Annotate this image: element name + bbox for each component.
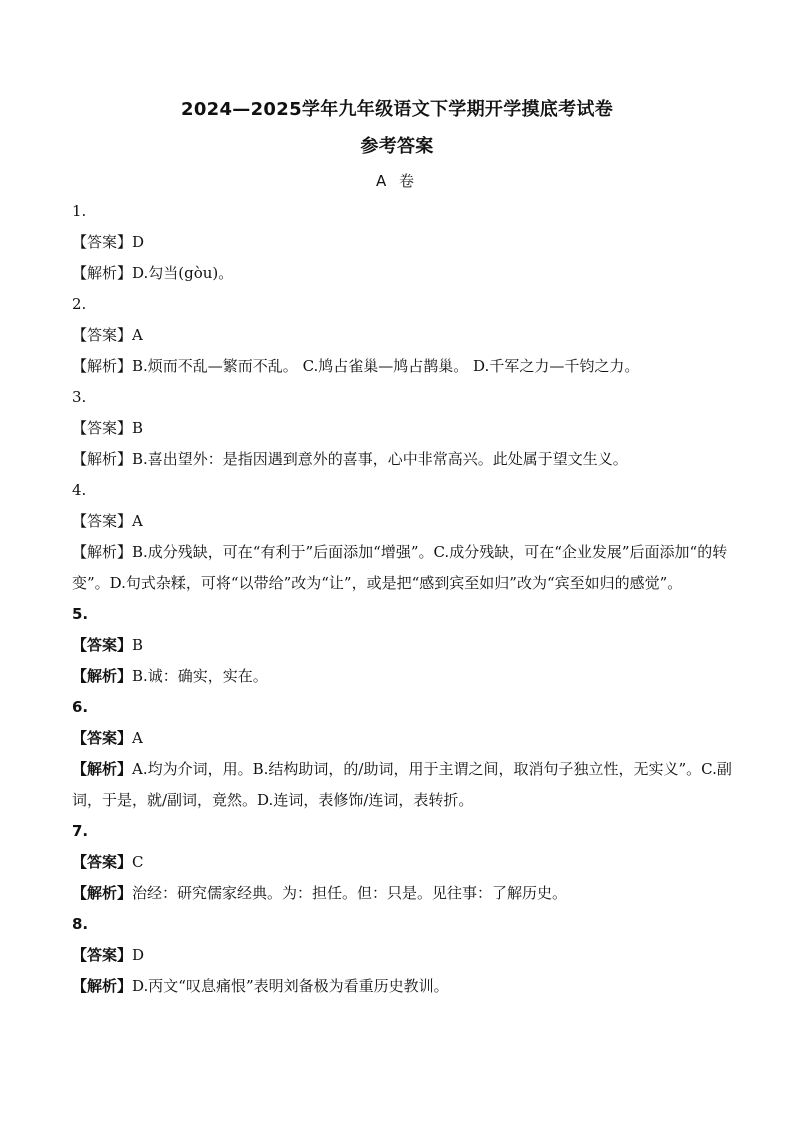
analysis-line [72,351,732,382]
answer-tag: 【答案】 [72,853,133,871]
answer-value: B [132,419,144,437]
question-number: 5. [72,605,89,623]
analysis-text: B.诚：确实，实在。 [132,667,268,685]
analysis-text: B.喜出望外：是指因遇到意外的喜事，心中非常高兴。此处属于望文生义。 [132,450,628,468]
analysis-tag: 【解析】 [72,977,133,995]
analysis-tag: 【解析】 [72,667,133,685]
analysis-line [72,754,732,816]
analysis-tag: 【解析】 [72,884,133,902]
answer-line [72,506,732,537]
question-block [72,692,732,816]
answer-value: B [132,636,144,654]
analysis-tag: 【解析】 [72,450,133,468]
volume-label: A 卷 [375,172,419,190]
question-block [72,289,732,382]
analysis-tag: 【解析】 [72,357,133,375]
answer-line [72,940,732,971]
analysis-line [72,971,732,1002]
answer-value: C [132,853,144,871]
question-number: 4. [72,481,87,499]
question-number: 6. [72,698,89,716]
question-block [72,475,732,599]
answer-line [72,847,732,878]
question-block [72,382,732,475]
answer-tag: 【答案】 [72,326,133,344]
analysis-line [72,444,732,475]
document-subtitle: 参考答案 [360,136,434,157]
document-title: 2024—2025学年九年级语文下学期开学摸底考试卷 [181,99,613,120]
answer-tag: 【答案】 [72,636,133,654]
question-number: 3. [72,388,87,406]
analysis-line [72,258,732,289]
question-block [72,909,732,1002]
analysis-text: D.丙文“叹息痛恨”表明刘备极为看重历史教训。 [132,977,449,995]
question-block [72,816,732,909]
answer-value: D [132,233,145,251]
question-block [72,196,732,289]
answer-line [72,630,732,661]
analysis-text: A.均为介词，用。B.结构助词，的/助词，用于主谓之间，取消句子独立性，无实义”。C.副词，于是，就/副词，竟然。D.连词，表修饰/连词，表转折。 [72,760,732,809]
answer-tag: 【答案】 [72,729,133,747]
answer-tag: 【答案】 [72,946,133,964]
analysis-line [72,537,732,599]
answer-value: A [132,326,143,344]
analysis-text: B.烦而不乱—繁而不乱。 C.鸠占雀巢—鸠占鹊巢。 D.千军之力—千钧之力。 [132,357,640,375]
analysis-line [72,661,732,692]
answer-tag: 【答案】 [72,233,133,251]
answer-tag: 【答案】 [72,419,133,437]
analysis-tag: 【解析】 [72,760,133,778]
answer-value: D [132,946,145,964]
answer-value: A [132,512,143,530]
question-number: 1. [72,202,87,220]
analysis-tag: 【解析】 [72,543,133,561]
question-number: 2. [72,295,87,313]
answer-list [72,196,732,1002]
question-number: 7. [72,822,89,840]
answer-tag: 【答案】 [72,512,133,530]
analysis-text: B.成分残缺，可在“有利于”后面添加“增强”。C.成分残缺，可在“企业发展”后面添加“的转变”。D.句式杂糅，可将“以带给”改为“让”，或是把“感到宾至如归”改为“宾至如归的感觉”。 [72,543,728,592]
analysis-text: 治经：研究儒家经典。为：担任。但：只是。见往事：了解历史。 [132,884,568,902]
question-number: 8. [72,915,89,933]
analysis-line [72,878,732,909]
answer-line [72,723,732,754]
answer-line [72,320,732,351]
answer-line [72,413,732,444]
analysis-tag: 【解析】 [72,264,133,282]
question-block [72,599,732,692]
answer-line [72,227,732,258]
answer-value: A [132,729,143,747]
analysis-text: D.勾当(gòu)。 [132,264,234,282]
